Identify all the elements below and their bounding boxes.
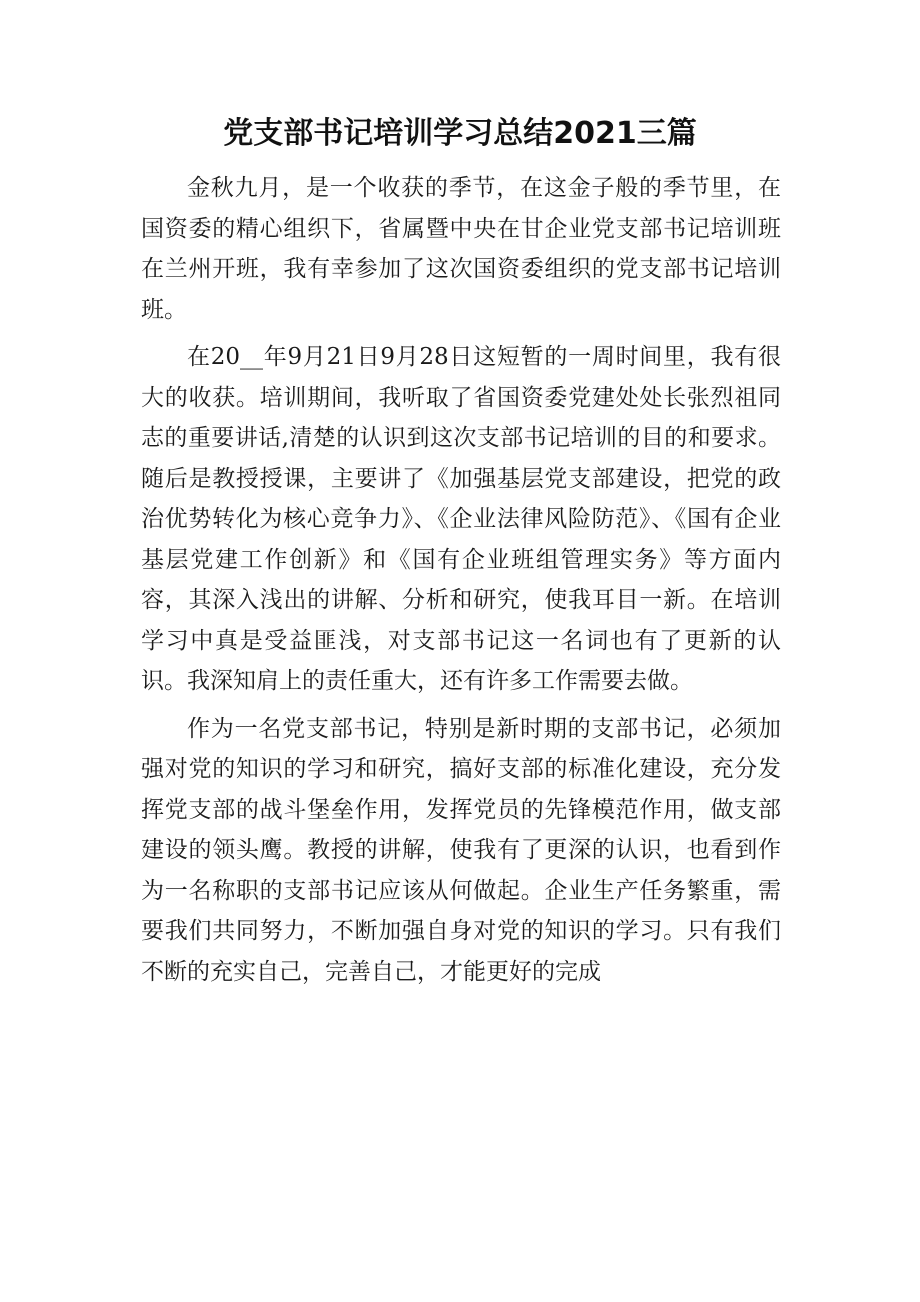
paragraph-3: 作为一名党支部书记，特别是新时期的支部书记，必须加强对党的知识的学习和研究，搞好支部的标准化建设，充分发挥党支部的战斗堡垒作用，发挥党员的先锋模范作用，做支部建设的领头鹰。教授的讲解，使我有了更深的认识，也看到作为一名称职的支部书记应该从何做起。企业生产任务繁重，需要我们共同努力，不断加强自身对党的知识的学习。只有我们不断的充实自己，完善自己，才能更好的完成 bbox=[141, 715, 781, 985]
document-title: 党支部书记培训学习总结2021三篇 bbox=[223, 116, 697, 151]
paragraph-2: 在20__年9月21日9月28日这短暂的一周时间里，我有很大的收获。培训期间，我听取了省国资委党建处处长张烈祖同志的重要讲话,清楚的认识到这次支部书记培训的目的和要求。随后是教授授课，主要讲了《加强基层党支部建设，把党的政治优势转化为核心竞争力》、《企业法律风险防范》、《国有企业基层党建工作创新》和《国有企业班组管理实务》等方面内容，其深入浅出的讲解、分析和研究，使我耳目一新。在培训学习中真是受益匪浅，对支部书记这一名词也有了更新的认识。我深知肩上的责任重大，还有许多工作需要去做。 bbox=[141, 344, 781, 694]
document-body bbox=[141, 168, 781, 999]
paragraph-1: 金秋九月，是一个收获的季节，在这金子般的季节里，在国资委的精心组织下，省属暨中央在甘企业党支部书记培训班在兰州开班，我有幸参加了这次国资委组织的党支部书记培训班。 bbox=[141, 175, 781, 323]
